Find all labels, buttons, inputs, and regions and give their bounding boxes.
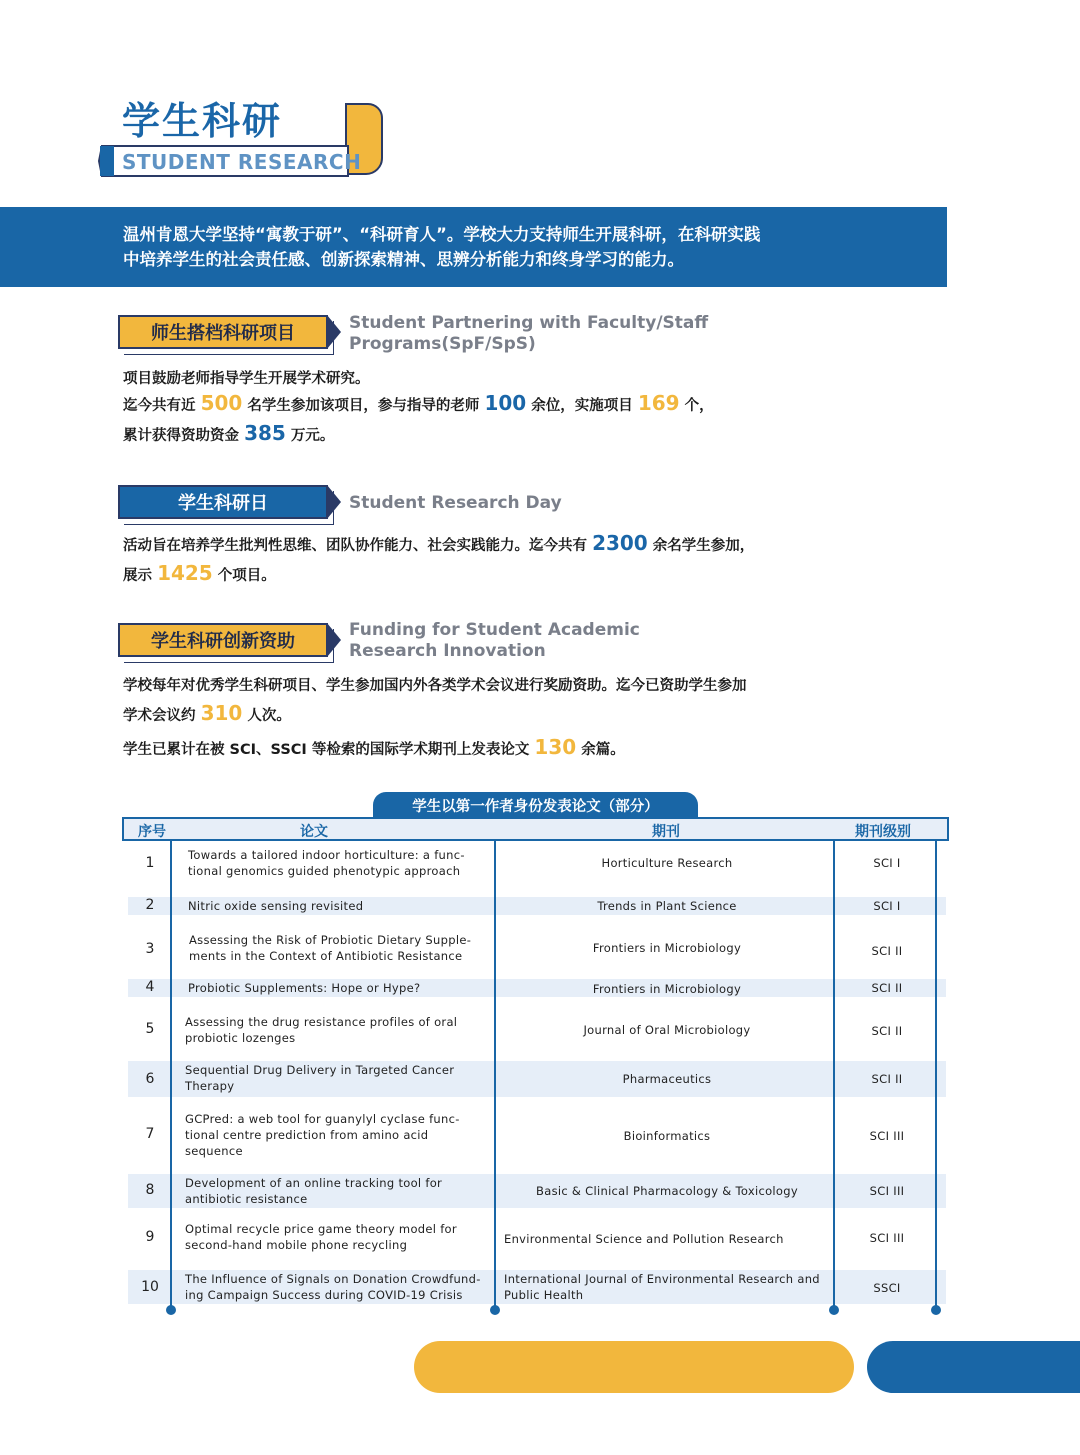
row-2-paper: Nitric oxide sensing revisited xyxy=(188,899,364,913)
row-6-journal: Pharmaceutics xyxy=(622,1072,712,1086)
row-4-no: 4 xyxy=(145,979,155,995)
s3p2-text-a: 学术会议约 xyxy=(123,708,196,724)
row-3-journal: Frontiers in Microbiology xyxy=(592,941,742,955)
row-9-journal: Environmental Science and Pollution Research xyxy=(504,1232,784,1246)
page-title: 学生科研 xyxy=(122,99,283,143)
row-8-no: 8 xyxy=(145,1182,155,1198)
row-7-no: 7 xyxy=(145,1126,155,1142)
col-line-2 xyxy=(494,841,496,1306)
section3-en-line1: Funding for Student Academic xyxy=(349,620,640,640)
row-10-no: 10 xyxy=(141,1279,159,1295)
s1p3-text-b: 万元。 xyxy=(290,428,335,444)
stat-exhibits: 1425 xyxy=(157,561,213,585)
col-dot-4 xyxy=(931,1305,941,1315)
th-journal: 期刊 xyxy=(652,824,680,840)
s3p2-text-b: 人次。 xyxy=(247,708,291,724)
footer-yellow-pill xyxy=(414,1341,854,1393)
section1-para1: 项目鼓励老师指导学生开展学术研究。 xyxy=(123,371,370,387)
section1-en-line2: Programs(SpF/SpS) xyxy=(349,334,536,354)
row-1-paper: Towards a tailored indoor horticulture: a func-tional genomics guided phenotypic approach xyxy=(188,848,465,878)
row-8-journal: Basic & Clinical Pharmacology & Toxicology xyxy=(536,1184,798,1198)
row-10-journal: International Journal of Environmental Research and Public Health xyxy=(504,1272,820,1302)
s2p2-text-b: 个项目。 xyxy=(217,568,276,584)
s1p2-text-c: 余位，实施项目 xyxy=(531,398,633,414)
intro-line-1: 温州肯恩大学坚持“寓教于研”、“科研育人”。学校大力支持师生开展科研，在科研实践 xyxy=(123,225,761,244)
footer-blue-pill xyxy=(867,1341,1080,1393)
col-dot-1 xyxy=(166,1305,176,1315)
th-level: 期刊级别 xyxy=(855,824,911,840)
section2-en-title: Student Research Day xyxy=(349,493,562,513)
stat-papers: 130 xyxy=(534,735,577,759)
row-7-level: SCI III xyxy=(869,1129,905,1143)
row-5-journal: Journal of Oral Microbiology xyxy=(583,1023,751,1037)
table-caption: 学生以第一作者身份发表论文（部分） xyxy=(373,792,698,818)
row-5-paper: Assessing the drug resistance profiles of oral probiotic lozenges xyxy=(185,1015,458,1045)
row-5-no: 5 xyxy=(145,1021,155,1037)
row-6-paper: Sequential Drug Delivery in Targeted Cancer Therapy xyxy=(185,1063,455,1093)
col-line-1 xyxy=(170,841,172,1306)
th-no: 序号 xyxy=(138,824,166,840)
row-8-paper: Development of an online tracking tool for antibiotic resistance xyxy=(185,1176,443,1206)
th-paper: 论文 xyxy=(300,824,328,840)
row-9-no: 9 xyxy=(145,1229,155,1245)
section2-tag: 学生科研日 xyxy=(118,485,328,519)
row-9-paper: Optimal recycle price game theory model for second-hand mobile phone recycling xyxy=(185,1222,457,1252)
col-dot-2 xyxy=(490,1305,500,1315)
section1-en-line1: Student Partnering with Faculty/Staff xyxy=(349,313,709,333)
section3-para1: 学校每年对优秀学生科研项目、学生参加国内外各类学术会议进行奖励资助。迄今已资助学生参加 xyxy=(123,678,747,694)
col-line-4 xyxy=(935,841,937,1306)
row-1-no: 1 xyxy=(145,855,155,871)
row-4-level: SCI II xyxy=(871,981,903,995)
row-10-level: SSCI xyxy=(873,1281,901,1295)
row-4-paper: Probiotic Supplements: Hope or Hype? xyxy=(188,981,421,995)
stat-participants: 2300 xyxy=(592,531,648,555)
row-3-no: 3 xyxy=(145,941,155,957)
section3-en-line2: Research Innovation xyxy=(349,641,546,661)
stat-conference: 310 xyxy=(200,701,243,725)
s2p1-text-a: 活动旨在培养学生批判性思维、团队协作能力、社会实践能力。迄今共有 xyxy=(123,538,587,554)
row-8-level: SCI III xyxy=(869,1184,905,1198)
row-2-level: SCI I xyxy=(873,899,901,913)
col-dot-3 xyxy=(829,1305,839,1315)
row-2-no: 2 xyxy=(145,897,155,913)
row-4-journal: Frontiers in Microbiology xyxy=(592,982,742,996)
stat-students: 500 xyxy=(200,391,243,415)
s2p1-text-b: 余名学生参加， xyxy=(652,538,755,554)
row-5-level: SCI II xyxy=(871,1024,903,1038)
section3-tag: 学生科研创新资助 xyxy=(118,623,328,657)
s3p3-text-b: 余篇。 xyxy=(581,742,625,758)
s2p2-text-a: 展示 xyxy=(123,568,152,584)
s1p2-text-a: 迄今共有近 xyxy=(123,398,196,414)
stat-teachers: 100 xyxy=(484,391,527,415)
row-9-level: SCI III xyxy=(869,1231,905,1245)
row-7-paper: GCPred: a web tool for guanylyl cyclase func-tional centre prediction from amino acid sequence xyxy=(185,1112,460,1158)
row-1-level: SCI I xyxy=(873,856,901,870)
row-7-journal: Bioinformatics xyxy=(623,1129,711,1143)
stat-funding: 385 xyxy=(244,421,286,445)
s1p2-text-d: 个， xyxy=(684,398,714,414)
s3p3-text-a: 学生已累计在被 SCI、SSCI 等检索的国际学术期刊上发表论文 xyxy=(123,742,530,758)
section1-tag: 师生搭档科研项目 xyxy=(118,315,328,349)
row-2-journal: Trends in Plant Science xyxy=(597,899,737,913)
row-10-paper: The Influence of Signals on Donation Crowdfund-ing Campaign Success during COVID-19 Crisis xyxy=(185,1272,481,1302)
page-subtitle: STUDENT RESEARCH xyxy=(122,150,362,174)
row-1-journal: Horticulture Research xyxy=(601,856,733,870)
row-3-level: SCI II xyxy=(871,944,903,958)
row-6-no: 6 xyxy=(145,1071,155,1087)
intro-line-2: 中培养学生的社会责任感、创新探索精神、思辨分析能力和终身学习的能力。 xyxy=(123,250,684,269)
s1p2-text-b: 名学生参加该项目，参与指导的老师 xyxy=(247,398,480,414)
row-6-level: SCI II xyxy=(871,1072,903,1086)
s1p3-text-a: 累计获得资助资金 xyxy=(123,428,239,444)
stat-projects: 169 xyxy=(637,391,680,415)
row-3-paper: Assessing the Risk of Probiotic Dietary Supple-ments in the Context of Antibiotic Resistance xyxy=(189,933,472,963)
